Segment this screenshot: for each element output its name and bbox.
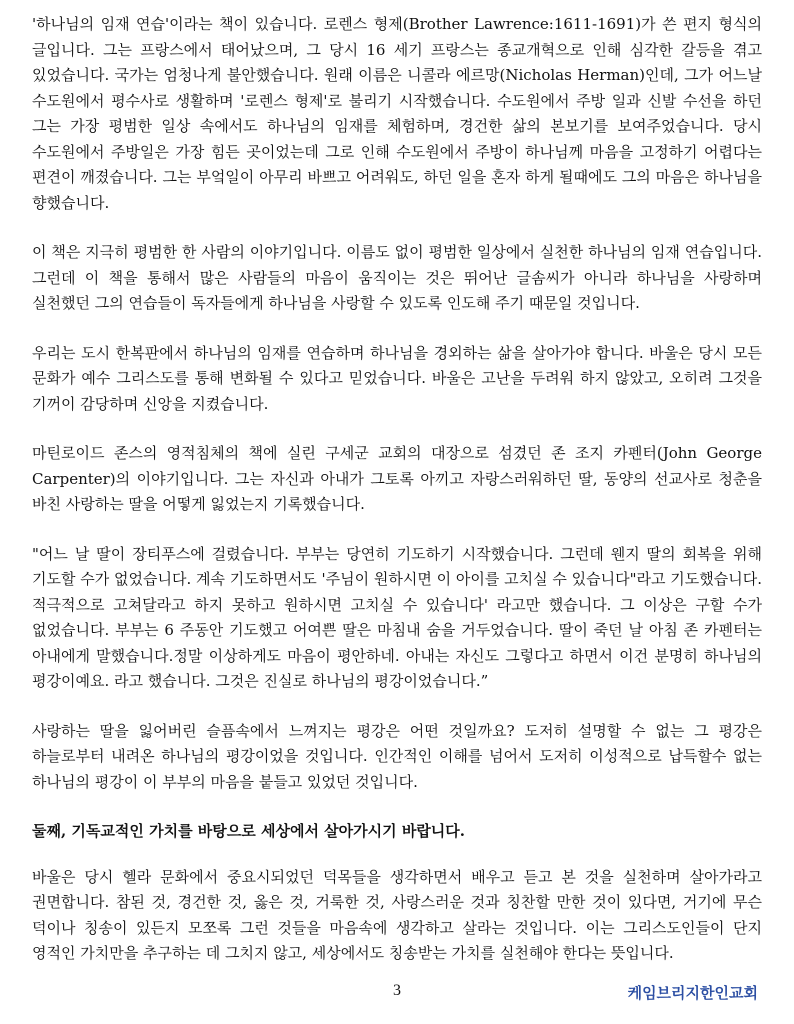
page-body	[32, 12, 762, 991]
paragraph-ordinary-life: 이 책은 지극히 평범한 한 사람의 이야기입니다. 이름도 없이 평범한 일상에서 실천한 하나님의 임재 연습입니다. 그런데 이 책을 통해서 많은 사람들의 마음이 움직이는 것은 뛰어난 글솜씨가 아니라 하나님을 사랑하며 실천했던 그의 연습들이 독자들에게 하나님을 사랑할 수 있도록 인도해 주기 때문일 것입니다.	[32, 243, 762, 312]
paragraph-christian-values: 바울은 당시 헬라 문화에서 중요시되었던 덕목들을 생각하면서 배우고 듣고 본 것을 실천하며 살아가라고 권면합니다. 참된 것, 경건한 것, 옳은 것, 거룩한 것, 사랑스러운 것과 칭찬할 만한 것이 있다면, 거기에 무슨 덕이나 칭송이 있든지 모쪼록 그런 것들을 마음속에 생각하고 살라는 것입니다. 이는 그리스도인들이 단지 영적인 가치만을 추구하는 데 그치지 않고, 세상에서도 칭송받는 가치를 실천해야 한다는 뜻입니다.	[32, 867, 762, 962]
paragraph-daughter-story: "어느 날 딸이 장티푸스에 걸렸습니다. 부부는 당연히 기도하기 시작했습니다. 그런데 웬지 딸의 회복을 위해 기도할 수가 없었습니다. 계속 기도하면서도 '주님이 원하시면 이 아이를 고치실 수 있습니다"라고 기도했습니다. 적극적으로 고쳐달라고 하지 못하고 원하시면 고치실 수 있습니다' 라고만 했습니다. 그 이상은 구할 수가 없었습니다. 부부는 6 주동안 기도했고 어여쁜 딸은 마침내 숨을 거두었습니다. 딸이 죽던 날 아침 존 카펜터는 아내에게 말했습니다.정말 이상하게도 마음이 평안하네. 아내는 자신도 그렇다고 하면서 이건 분명히 하나님의 평강이예요. 라고 했습니다. 그것은 진실로 하나님의 평강이었습니다.”	[32, 544, 762, 690]
paragraph-gods-peace: 사랑하는 딸을 잃어버린 슬픔속에서 느껴지는 평강은 어떤 것일까요? 도저히 설명할 수 없는 그 평강은 하늘로부터 내려온 하나님의 평강이었을 것입니다. 인간적인 이해를 넘어서 도저히 이성적으로 납득할수 없는 하나님의 평강이 이 부부의 마음을 붙들고 있었던 것입니다.	[32, 721, 762, 791]
paragraph-john-carpenter: 마틴로이드 존스의 영적침체의 책에 실린 구세군 교회의 대장으로 섬겼던 존 조지 카펜터(John George Carpenter)의 이야기입니다. 그는 자신과 아내가 그토록 아끼고 자랑스러워하던 딸, 동양의 선교사로 청춘을 바친 사랑하는 딸을 어떻게 잃었는지 기록했습니다.	[32, 444, 762, 513]
paragraph-brother-lawrence: '하나님의 임재 연습'이라는 책이 있습니다. 로렌스 형제(Brother Lawrence:1611-1691)가 쓴 편지 형식의 글입니다. 그는 프랑스에서 태어났으며, 그 당시 16 세기 프랑스는 종교개혁으로 인해 심각한 갈등을 겪고 있었습니다. 국가는 엄청나게 불안했습니다. 원래 이름은 니콜라 에르망(Nicholas Herman)인데, 그가 어느날 수도원에서 평수사로 생활하며 '로렌스 형제'로 불리기 시작했습니다. 수도원에서 주방 일과 신발 수선을 하던 그는 가장 평범한 일상 속에서도 하나님의 임재를 체험하며, 경건한 삶의 본보기를 보여주었습니다. 당시 수도원에서 주방일은 가장 힘든 곳이었는데 그로 인해 수도원에서 주방이 하나님께 마음을 고정하기 어렵다는 편견이 깨졌습니다. 그는 부엌일이 아무리 바쁘고 어려워도, 하던 일을 혼자 하게 될때에도 그의 마음은 하나님을 향했습니다.	[32, 15, 762, 212]
paragraph-city-presence: 우리는 도시 한복판에서 하나님의 임재를 연습하며 하나님을 경외하는 삶을 살아가야 합니다. 바울은 당시 모든 문화가 예수 그리스도를 통해 변화될 수 있다고 믿었습니다. 바울은 고난을 두려워 하지 않았고, 오히려 그것을 기꺼이 감당하며 신앙을 지켰습니다.	[32, 343, 762, 413]
section-heading-second: 둘째, 기독교적인 가치를 바탕으로 세상에서 살아가시기 바랍니다.	[32, 822, 466, 840]
page-number: 3	[393, 982, 401, 999]
church-name: 케임브리지한인교회	[627, 984, 758, 1002]
